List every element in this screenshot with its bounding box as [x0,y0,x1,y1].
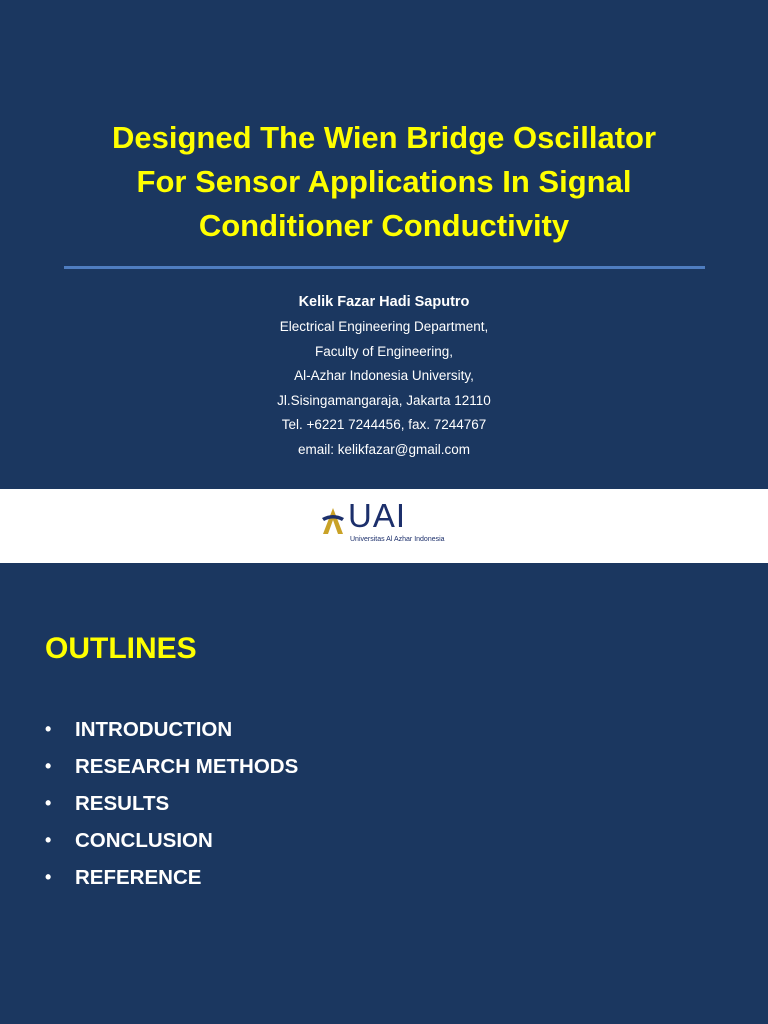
bullet-icon: • [45,830,52,850]
uai-emblem-icon [320,506,346,536]
bullet-icon: • [45,719,52,739]
title-line: Conditioner Conductivity [198,208,570,243]
list-item [45,859,298,896]
title-divider [64,266,705,269]
bullet-icon: • [45,793,52,813]
author-name: Kelik Fazar Hadi Saputro [298,294,470,310]
list-item-label: REFERENCE [75,866,202,889]
list-item-label: CONCLUSION [75,829,213,852]
university-logo [320,498,450,550]
affiliation-line: Faculty of Engineering, [314,343,454,359]
list-item-label: RESEARCH METHODS [75,755,299,778]
affiliation-line: Electrical Engineering Department, [279,319,489,334]
logo-wordmark: UAI [348,497,407,534]
affiliation-line: Al-Azhar Indonesia University, [294,368,474,384]
list-item [45,822,298,859]
list-item [45,748,298,785]
title-line: Designed The Wien Bridge Oscillator [111,120,657,155]
author-block [0,290,768,463]
list-item [45,785,298,822]
list-item [45,711,298,748]
affiliation-line: Tel. +6221 7244456, fax. 7244767 [281,417,487,433]
presentation-title [40,116,728,248]
email-line: email: kelikfazar@gmail.com [298,441,470,457]
title-line: For Sensor Applications In Signal [136,164,632,199]
title-slide [0,0,768,489]
outline-slide [0,563,768,1024]
outline-list [45,711,298,896]
outline-heading: OUTLINES [45,632,197,665]
list-item-label: INTRODUCTION [75,718,233,741]
affiliation-line: Jl.Sisingamangaraja, Jakarta 12110 [277,392,491,408]
bullet-icon: • [45,756,52,776]
logo-subtext: Universitas Al Azhar Indonesia [350,536,445,543]
bullet-icon: • [45,867,52,887]
list-item-label: RESULTS [75,792,170,815]
